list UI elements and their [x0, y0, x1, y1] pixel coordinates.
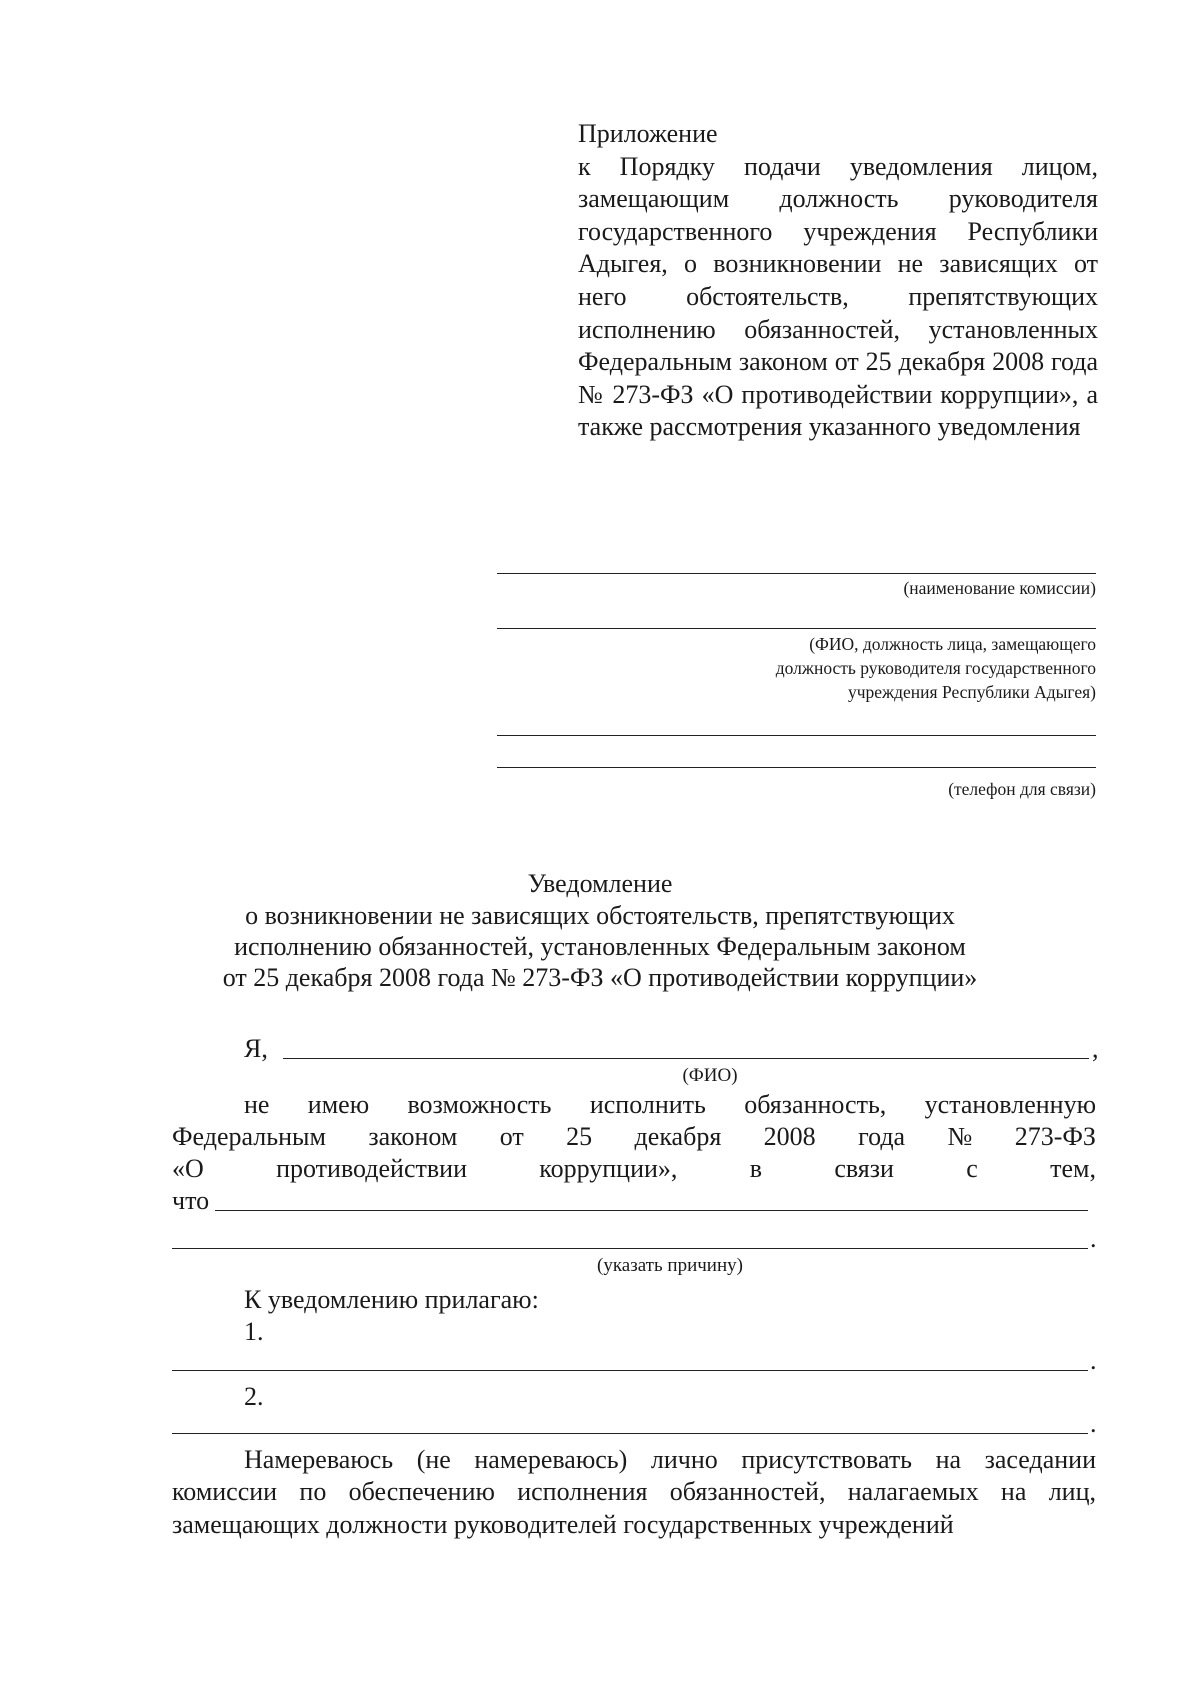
- person-extra-line: [497, 735, 1096, 736]
- attachment-dot-1: .: [1090, 1346, 1097, 1375]
- phone-caption: (телефон для связи): [948, 779, 1096, 799]
- fio-comma: ,: [1092, 1034, 1099, 1063]
- chto-label: что: [172, 1186, 210, 1215]
- word: не: [244, 1090, 270, 1119]
- person-caption-3: учреждения Республики Адыгея): [847, 682, 1096, 702]
- commission-name-line: [497, 573, 1096, 574]
- word: года: [858, 1122, 906, 1151]
- word: №: [947, 1122, 973, 1151]
- word: исполнить: [589, 1090, 706, 1119]
- notice-row-2: [172, 1121, 1096, 1153]
- fio-line: [283, 1058, 1089, 1059]
- word: в: [749, 1154, 763, 1183]
- person-name-line: [497, 628, 1096, 629]
- person-caption-2: должность руководителя государственного: [775, 658, 1096, 678]
- word: 2008: [763, 1122, 816, 1151]
- reason-line-1: [215, 1210, 1088, 1211]
- word: имею: [307, 1090, 370, 1119]
- notice-row-3: [172, 1153, 1096, 1185]
- ya-label: Я,: [244, 1034, 268, 1063]
- word: декабря: [634, 1122, 722, 1151]
- word: с: [966, 1154, 978, 1183]
- word: установленную: [924, 1090, 1096, 1119]
- person-caption-1: (ФИО, должность лица, замещающего: [809, 634, 1096, 654]
- notice-subtitle-2: исполнению обязанностей, установленных Федеральным законом: [234, 932, 966, 961]
- reason-line-2: [172, 1248, 1088, 1249]
- reason-dot: .: [1090, 1224, 1097, 1253]
- word: законом: [368, 1122, 458, 1151]
- phone-line: [497, 767, 1096, 768]
- attachment-line-1: [172, 1370, 1088, 1371]
- attachment-line-2: [172, 1433, 1088, 1434]
- final-paragraph-text: Намереваюсь (не намереваюсь) лично присутствовать на заседании комиссии по обеспечению исполнения обязанностей, налагаемых на лиц, замещающих должности руководителей государственных учреждений: [172, 1445, 1096, 1539]
- attachment-dot-2: .: [1090, 1409, 1097, 1438]
- fio-caption: (ФИО): [682, 1065, 738, 1086]
- word: Федеральным: [172, 1122, 326, 1151]
- notice-title: Уведомление: [527, 869, 673, 898]
- appendix-text: к Порядку подачи уведомления лицом, замещающим должность руководителя государственного учреждения Республики Адыгея, о возникновении не зависящих от него обстоятельств, препятствующих исполнению обязанностей, установленных Федеральным законом от 25 декабря 2008 года № 273-ФЗ «О противодействии коррупции», а также рассмотрения указанного уведомления: [578, 151, 1098, 442]
- final-paragraph: [172, 1444, 1096, 1541]
- notice-row-1: [244, 1089, 1096, 1121]
- attachment-item-2: 2.: [244, 1382, 264, 1411]
- word: возможность: [407, 1090, 552, 1119]
- appendix-block: [578, 118, 1098, 444]
- reason-caption: (указать причину): [597, 1255, 743, 1276]
- word: обязанность,: [744, 1090, 887, 1119]
- notice-subtitle-3: от 25 декабря 2008 года № 273-ФЗ «О противодействии коррупции»: [222, 963, 978, 992]
- word: противодействии: [276, 1154, 467, 1183]
- word: коррупции»,: [539, 1154, 678, 1183]
- word: 25: [566, 1122, 593, 1151]
- appendix-title: Приложение: [578, 119, 718, 148]
- attachments-title: К уведомлению прилагаю:: [244, 1285, 539, 1314]
- word: от: [499, 1122, 524, 1151]
- attachment-item-1: 1.: [244, 1317, 264, 1346]
- word: «О: [172, 1154, 204, 1183]
- word: тем,: [1050, 1154, 1096, 1183]
- word: связи: [834, 1154, 894, 1183]
- commission-caption: (наименование комиссии): [903, 578, 1096, 598]
- word: 273-ФЗ: [1014, 1122, 1096, 1151]
- notice-subtitle-1: о возникновении не зависящих обстоятельств, препятствующих: [245, 901, 955, 930]
